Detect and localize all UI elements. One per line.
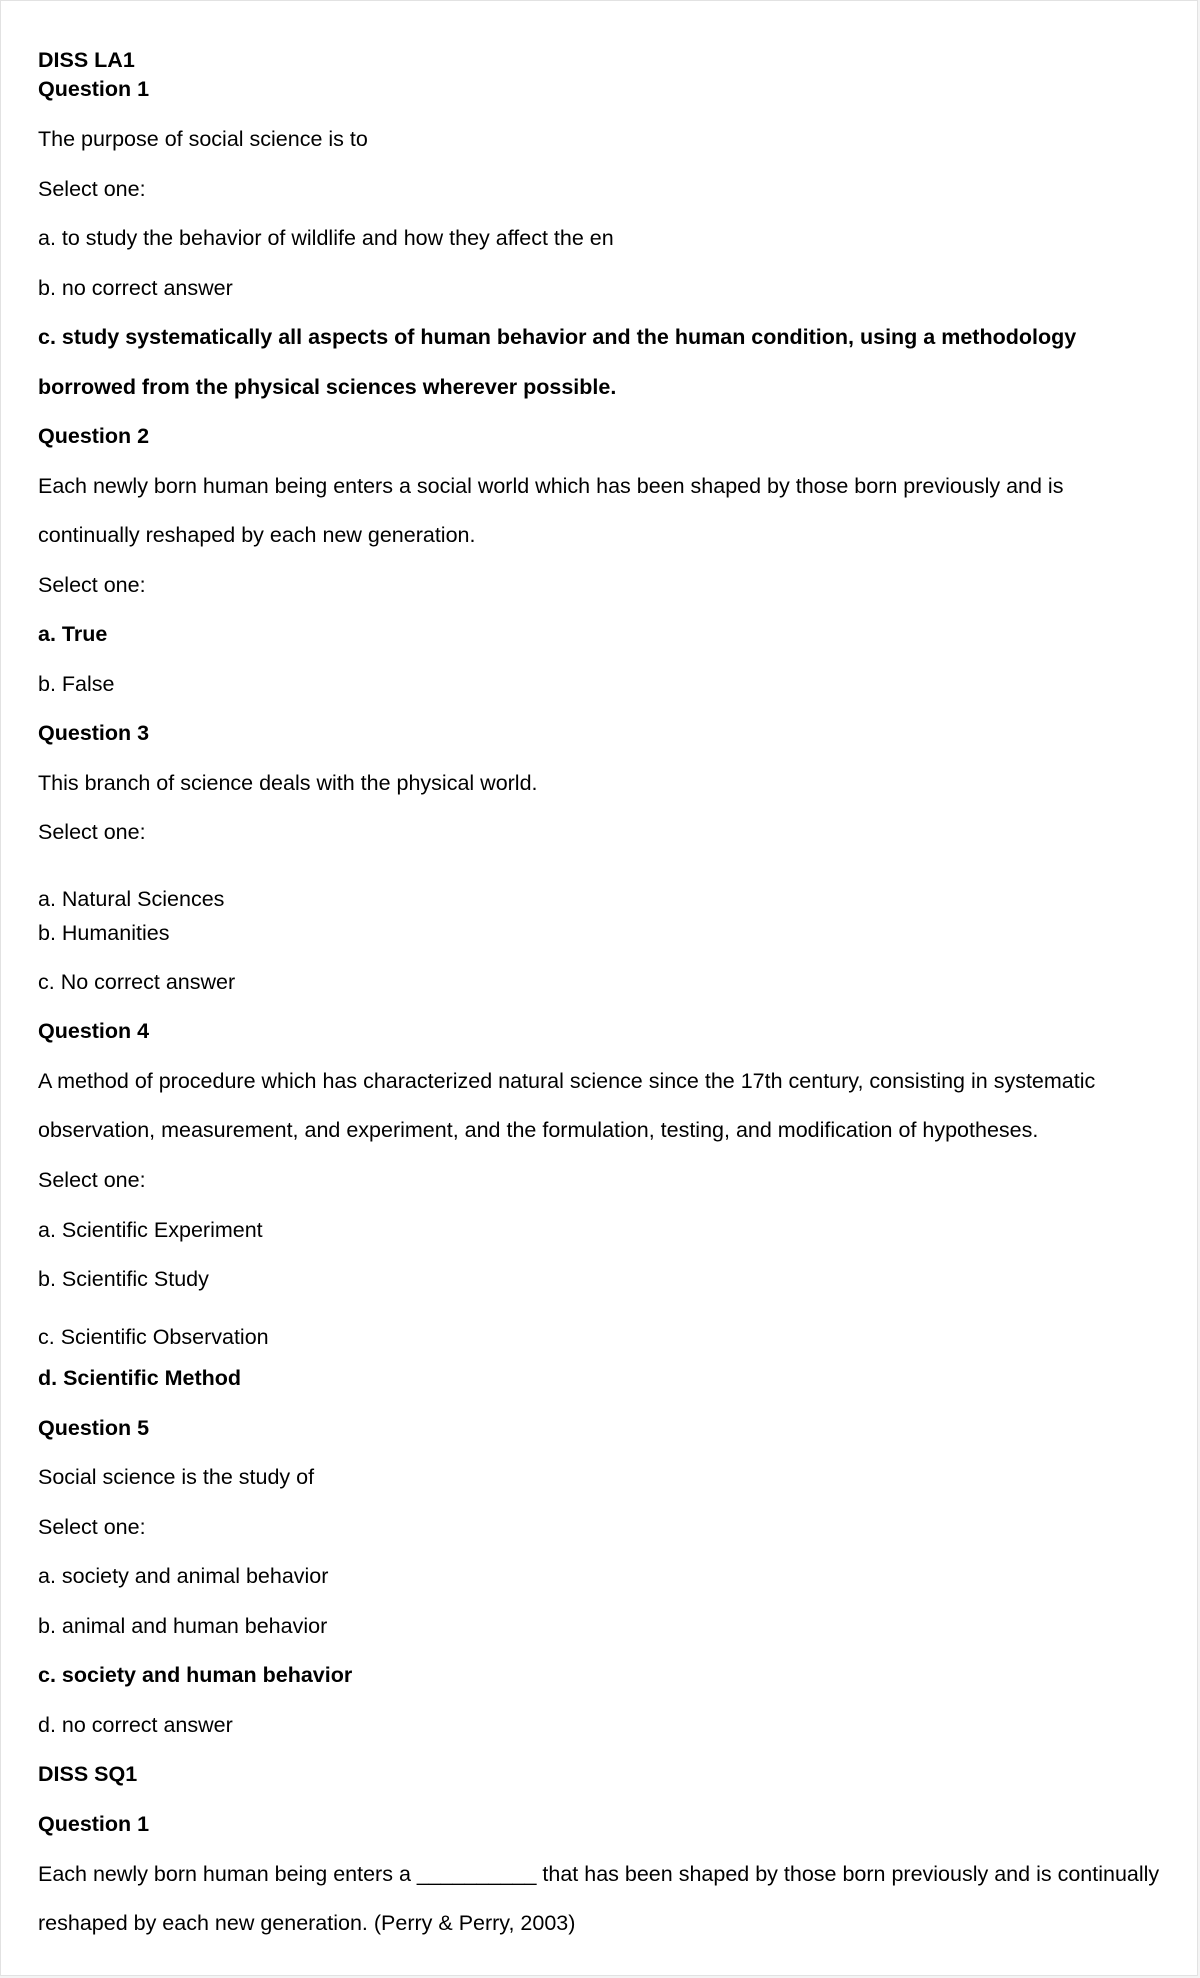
q5-option-d: d. no correct answer	[38, 1713, 233, 1737]
q4-option-c: c. Scientific Observation	[38, 1325, 269, 1349]
q4-stem-line2: observation, measurement, and experiment, and the formulation, testing, and modification of hypotheses.	[38, 1118, 1039, 1142]
q5-option-b: b. animal and human behavior	[38, 1614, 328, 1638]
q5-option-a: a. society and animal behavior	[38, 1564, 329, 1588]
q3-option-c: c. No correct answer	[38, 970, 236, 994]
q1-stem: The purpose of social science is to	[38, 127, 368, 151]
q2-prompt: Select one:	[38, 573, 146, 597]
q1-prompt: Select one:	[38, 177, 146, 201]
q5-option-c: c. society and human behavior	[38, 1663, 353, 1687]
q4-option-b: b. Scientific Study	[38, 1267, 209, 1291]
q3-option-b: b. Humanities	[38, 921, 170, 945]
sq1-heading: Question 1	[38, 1812, 150, 1836]
q3-prompt: Select one:	[38, 820, 146, 844]
q5-stem: Social science is the study of	[38, 1465, 315, 1489]
q1-option-b: b. no correct answer	[38, 276, 233, 300]
document-title: DISS LA1	[38, 48, 135, 72]
section-title-sq1: DISS SQ1	[38, 1762, 138, 1786]
q2-stem-line1: Each newly born human being enters a social world which has been shaped by those born previously and is	[38, 474, 1064, 498]
q4-heading: Question 4	[38, 1019, 150, 1043]
q5-heading: Question 5	[38, 1416, 150, 1440]
sq1-stem-line1: Each newly born human being enters a __________ that has been shaped by those born previously and is continually	[38, 1862, 1160, 1886]
q1-option-c-line2: borrowed from the physical sciences wherever possible.	[38, 375, 617, 399]
q1-heading: Question 1	[38, 77, 150, 101]
q5-prompt: Select one:	[38, 1515, 146, 1539]
q3-heading: Question 3	[38, 721, 150, 745]
sq1-stem-line2: reshaped by each new generation. (Perry & Perry, 2003)	[38, 1911, 576, 1935]
q2-stem-line2: continually reshaped by each new generation.	[38, 523, 476, 547]
q3-option-a: a. Natural Sciences	[38, 887, 225, 911]
q4-option-a: a. Scientific Experiment	[38, 1218, 263, 1242]
q4-prompt: Select one:	[38, 1168, 146, 1192]
q4-option-d: d. Scientific Method	[38, 1366, 242, 1390]
q3-stem: This branch of science deals with the physical world.	[38, 771, 538, 795]
q4-stem-line1: A method of procedure which has characterized natural science since the 17th century, consisting in systematic	[38, 1069, 1096, 1093]
q1-option-c-line1: c. study systematically all aspects of human behavior and the human condition, using a methodology	[38, 325, 1077, 349]
q1-option-a: a. to study the behavior of wildlife and how they affect the en	[38, 226, 614, 250]
q2-option-b: b. False	[38, 672, 115, 696]
q2-heading: Question 2	[38, 424, 150, 448]
q2-option-a: a. True	[38, 622, 108, 646]
